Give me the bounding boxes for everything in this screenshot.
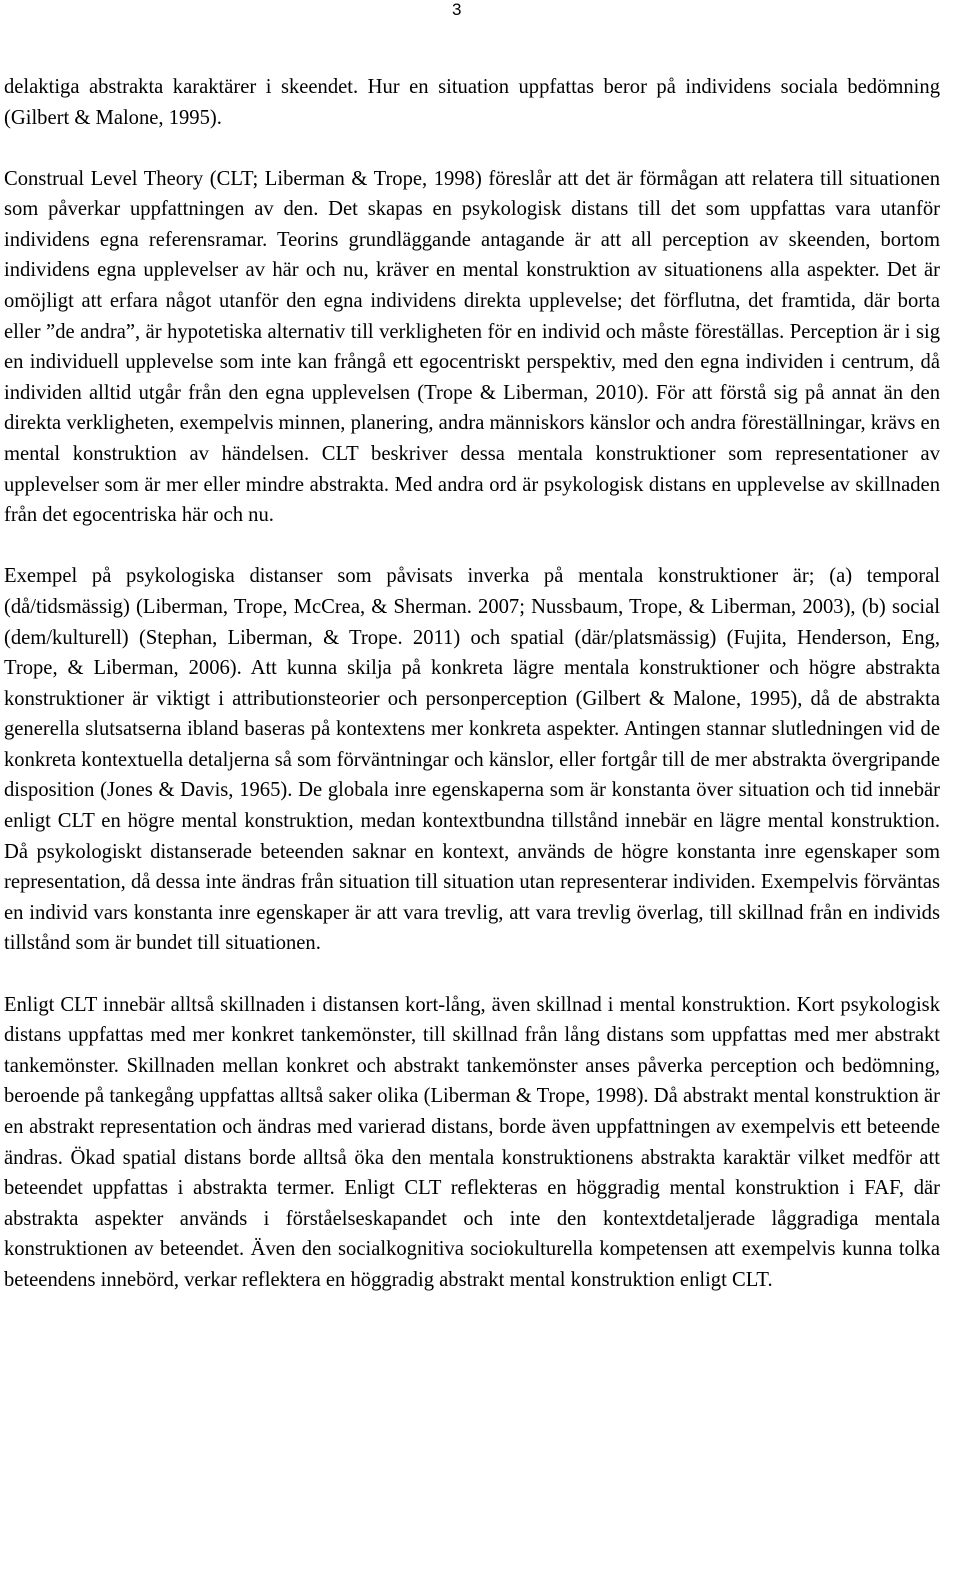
page-number: 3 — [452, 0, 462, 19]
paragraph-continuation: delaktiga abstrakta karaktärer i skeendet. Hur en situation uppfattas beror på individens sociala bedömning (Gilbert & Malone, 1995). — [4, 76, 940, 129]
document-body — [4, 72, 940, 1295]
paragraph-clt-intro: Construal Level Theory (CLT; Liberman & Trope, 1998) föreslår att det är förmågan att relatera till situationen som påverkar uppfattningen av den. Det skapas en psykologisk distans till det som uppfattas vara utanför individens egna referensramar. Teorins grundläggande antagande är att all perception av skeenden, bortom individens egna upplevelser av här och nu, kräver en mental konstruktion av situationens alla aspekter. Det är omöjligt att erfara något utanför den egna individens direkta upplevelse; det förflutna, det framtida, där borta eller ”de andra”, är hypotetiska alternativ till verkligheten för en individ och måste föreställas. Perception är i sig en individuell upplevelse som inte kan frångå ett egocentriskt perspektiv, med den egna individen i centrum, då individen alltid utgår från den egna upplevelsen (Trope & Liberman, 2010). För att förstå sig på annat än den direkta verkligheten, exempelvis minnen, planering, andra människors känslor och andra föreställningar, krävs en mental konstruktion av händelsen. CLT beskriver dessa mentala konstruktioner som representationer av upplevelser som är mer eller mindre abstrakta. Med andra ord är psykologisk distans en upplevelse av skillnaden från det egocentriska här och nu. — [4, 167, 940, 527]
paragraph-clt-distance: Enligt CLT innebär alltså skillnaden i distansen kort-lång, även skillnad i mental konstruktion. Kort psykologisk distans uppfattas med mer konkret tankemönster, till skillnad från lång distans som uppfattas med mer abstrakt tankemönster. Skillnaden mellan konkret och abstrakt tankemönster anses påverka perception och bedömning, beroende på tankegång uppfattas alltså saker olika (Liberman & Trope, 1998). Då abstrakt mental konstruktion är en abstrakt representation och ändras med varierad distans, borde även uppfattningen av exempelvis ett beteende ändras. Ökad spatial distans borde alltså öka den mentala konstruktionens abstrakta karaktär vilket medför att beteendet uppfattas i abstrakta termer. Enligt CLT reflekteras en höggradig mental konstruktion i FAF, där abstrakta aspekter används i förståelseskapandet och inte den kontextdetaljerade låggradiga mentala konstruktionen av beteendet. Även den socialkognitiva sociokulturella kompetensen att exempelvis kunna tolka beteendens innebörd, verkar reflektera en höggradig abstrakt mental konstruktion enligt CLT. — [4, 993, 940, 1291]
paragraph-psychological-distances: Exempel på psykologiska distanser som påvisats inverka på mentala konstruktioner är; (a) temporal (då/tidsmässig) (Liberman, Trope, McCrea, & Sherman. 2007; Nussbaum, Trope, & Liberman, 2003), (b) social (dem/kulturell) (Stephan, Liberman, & Trope. 2011) och spatial (där/platsmässig) (Fujita, Henderson, Eng, Trope, & Liberman, 2006). Att kunna skilja på konkreta lägre mentala konstruktioner och högre abstrakta konstruktioner är viktigt i attributionsteorier och personperception (Gilbert & Malone, 1995), då de abstrakta generella slutsatserna ibland baseras på kontextens mer konkreta aspekter. Antingen stannar slutledningen vid de konkreta kontextuella detaljerna så som förväntningar och känslor, eller fortgår till de mer abstrakta övergripande disposition (Jones & Davis, 1965). De globala inre egenskaperna som är konstanta över situation och tid innebär enligt CLT en högre mental konstruktion, medan kontextbundna tillstånd innebär en lägre mental konstruktion. Då psykologiskt distanserade beteenden saknar en kontext, används de högre konstanta inre egenskaper som representation, då dessa inte ändras från situation till situation utan representerar individen. Exempelvis förväntas en individ vars konstanta inre egenskaper är att vara trevlig, att vara trevlig överlag, till skillnad från en individs tillstånd som är bundet till situationen. — [4, 565, 940, 955]
